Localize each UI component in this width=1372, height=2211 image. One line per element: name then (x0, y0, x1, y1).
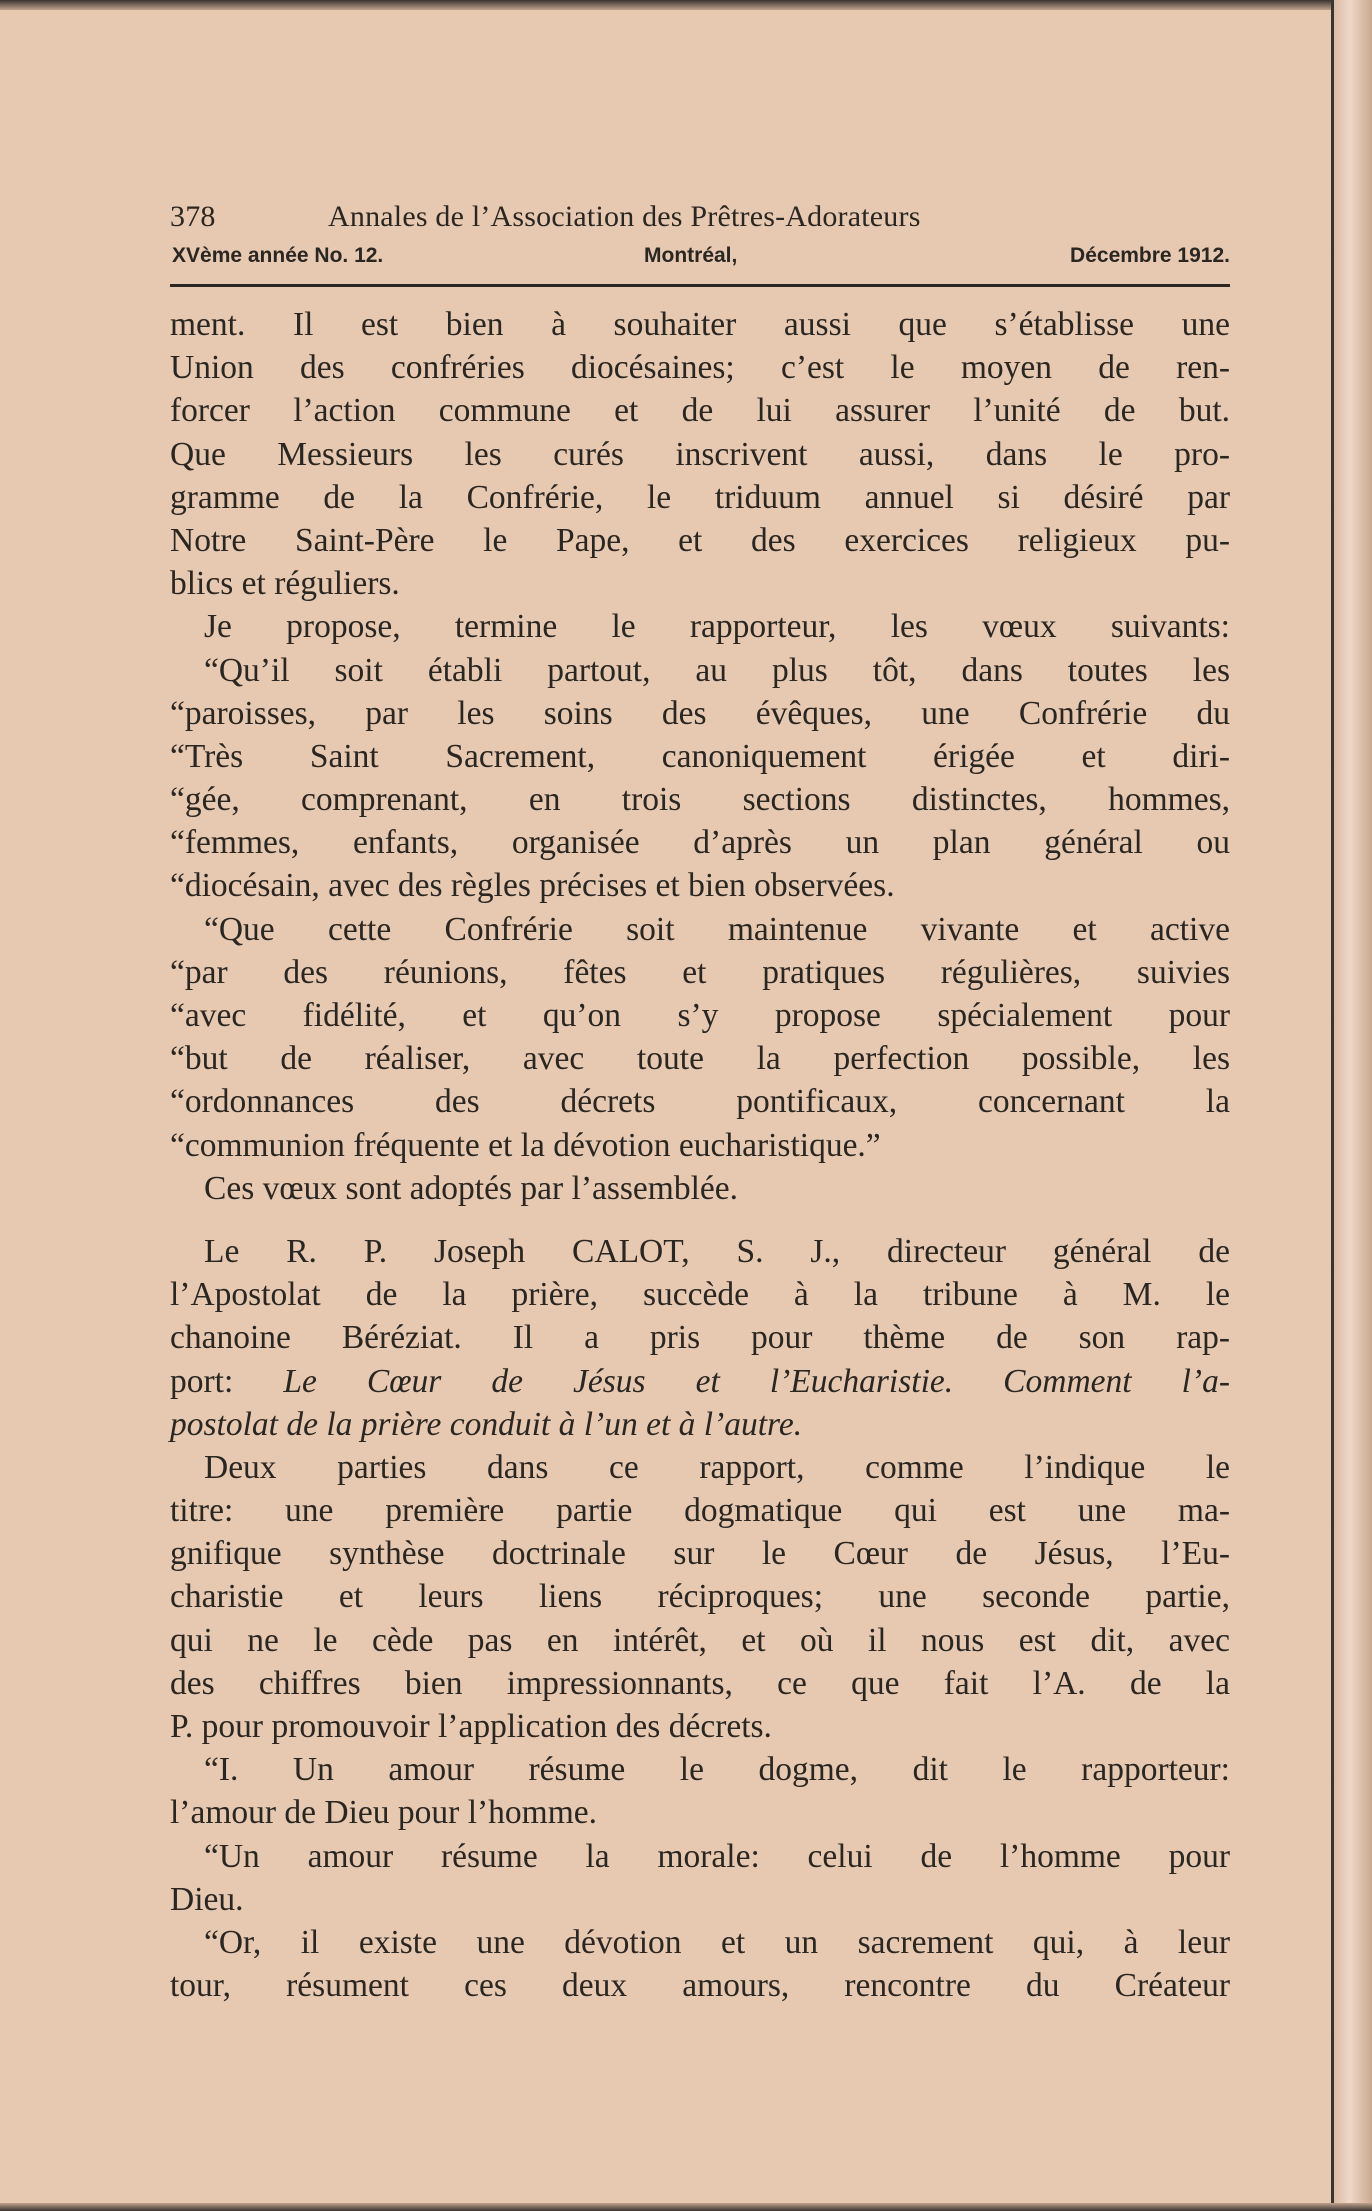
text-line-content: “ordonnances des décrets pontificaux, concernant la (170, 1083, 1230, 1121)
text-line-content: “Or, il existe une dévotion et un sacrement qui, à leur (204, 1923, 1230, 1961)
text-line-content: “but de réaliser, avec toute la perfection possible, les (170, 1040, 1230, 1078)
text-line-content: “Un amour résume la morale: celui de l’homme pour (204, 1837, 1230, 1875)
text-line-content: Union des confréries diocésaines; c’est le moyen de ren- (170, 349, 1230, 387)
text-line (170, 692, 1230, 735)
running-head (170, 200, 1230, 240)
text-line-content: l’Apostolat de la prière, succède à la tribune à M. le (170, 1276, 1230, 1314)
text-line-italic: postolat de la prière conduit à l’un et à l’autre. (170, 1405, 803, 1443)
text-line (170, 389, 1230, 432)
text-line (170, 1167, 1230, 1210)
page-right-edge (1332, 0, 1372, 2211)
text-line (170, 908, 1230, 951)
journal-title: Annales de l’Association des Prêtres-Adorateurs (328, 200, 921, 233)
text-line (170, 1080, 1230, 1123)
text-line (170, 864, 1230, 907)
text-line-content: tour, résument ces deux amours, rencontre du Créateur (170, 1967, 1230, 2005)
text-line (170, 649, 1230, 692)
date-label: Décembre 1912. (1070, 244, 1230, 267)
text-line-content: “paroisses, par les soins des évêques, une Confrérie du (170, 694, 1230, 732)
text-line (170, 1230, 1230, 1273)
text-line-content: “I. Un amour résume le dogme, dit le rapporteur: (204, 1751, 1230, 1789)
page-bottom-edge (0, 2203, 1372, 2211)
page-number: 378 (170, 200, 216, 233)
text-line (170, 1878, 1230, 1921)
text-line (170, 778, 1230, 821)
page-sheet (170, 200, 1230, 2007)
city-label: Montréal, (644, 244, 738, 267)
text-line (170, 1273, 1230, 1316)
text-line (170, 1446, 1230, 1489)
text-line (170, 951, 1230, 994)
text-line-content: “gée, comprenant, en trois sections distinctes, hommes, (170, 781, 1230, 819)
text-line (170, 735, 1230, 778)
text-line-content: Deux parties dans ce rapport, comme l’indique le (204, 1448, 1230, 1486)
text-line-content: “Très Saint Sacrement, canoniquement érigée et diri- (170, 737, 1230, 775)
text-line-content: “diocésain, avec des règles précises et bien observées. (170, 867, 895, 905)
text-line-content: “avec fidélité, et qu’on s’y propose spécialement pour (170, 997, 1230, 1034)
text-line (170, 1705, 1230, 1748)
text-line-italic: Le Cœur de Jésus et l’Eucharistie. Comment l’a- (283, 1362, 1230, 1400)
text-line-content: “Que cette Confrérie soit maintenue vivante et active (204, 910, 1230, 948)
text-line-content: “femmes, enfants, organisée d’après un plan général ou (170, 824, 1230, 862)
text-line-content: port: (170, 1362, 284, 1400)
text-line-content: P. pour promouvoir l’application des décrets. (170, 1708, 772, 1745)
text-line-content: l’amour de Dieu pour l’homme. (170, 1794, 598, 1832)
text-line (170, 433, 1230, 476)
text-line-content: des chiffres bien impressionnants, ce que fait l’A. de la (170, 1664, 1230, 1702)
text-line-content: “par des réunions, fêtes et pratiques régulières, suivies (170, 953, 1230, 991)
text-line-content: Notre Saint-Père le Pape, et des exercices religieux pu- (170, 521, 1230, 559)
text-line (170, 1037, 1230, 1080)
body-text (170, 303, 1230, 2007)
text-line-content: Je propose, termine le rapporteur, les vœux suivants: (204, 608, 1230, 646)
text-line (170, 1921, 1230, 1964)
text-line (170, 1360, 1230, 1403)
text-line-content: forcer l’action commune et de lui assurer l’unité de but. (170, 392, 1230, 430)
text-line (170, 994, 1230, 1037)
text-line (170, 1791, 1230, 1834)
text-line-content: “Qu’il soit établi partout, au plus tôt, dans toutes les (204, 651, 1230, 689)
text-line (170, 821, 1230, 864)
text-line-content: “communion fréquente et la dévotion eucharistique.” (170, 1126, 881, 1164)
text-line (170, 1489, 1230, 1532)
text-line (170, 1532, 1230, 1575)
text-line-content: gnifique synthèse doctrinale sur le Cœur de Jésus, l’Eu- (170, 1535, 1230, 1573)
text-line (170, 1662, 1230, 1705)
text-line-content: Ces vœux sont adoptés par l’assemblée. (204, 1169, 739, 1207)
text-line-content: blics et réguliers. (170, 565, 400, 603)
text-line (170, 346, 1230, 389)
text-line-content: qui ne le cède pas en intérêt, et où il nous est dit, avec (170, 1621, 1230, 1659)
page-right-shadow (1331, 0, 1334, 2211)
text-line (170, 1619, 1230, 1662)
text-line (170, 1964, 1230, 2007)
text-line (170, 1835, 1230, 1878)
text-line (170, 303, 1230, 346)
text-line (170, 1748, 1230, 1791)
text-line (170, 476, 1230, 519)
text-line (170, 1403, 1230, 1446)
text-line (170, 519, 1230, 562)
page-top-edge (0, 0, 1372, 10)
text-line (170, 1124, 1230, 1167)
text-line-content: gramme de la Confrérie, le triduum annuel si désiré par (170, 478, 1230, 516)
issue-label: XVème année No. 12. (172, 244, 384, 267)
text-line (170, 1575, 1230, 1618)
text-line (170, 1316, 1230, 1359)
text-line-content: ment. Il est bien à souhaiter aussi que s’établisse une (170, 306, 1230, 343)
text-line (170, 562, 1230, 605)
issue-line (170, 244, 1230, 280)
text-line (170, 605, 1230, 648)
header-rule (170, 284, 1230, 287)
text-line-content: chanoine Béréziat. Il a pris pour thème de son rap- (170, 1319, 1230, 1357)
text-line-content: Le R. P. Joseph CALOT, S. J., directeur général de (204, 1232, 1230, 1270)
text-line-content: Que Messieurs les curés inscrivent aussi, dans le pro- (170, 435, 1230, 473)
text-line-content: charistie et leurs liens réciproques; une seconde partie, (170, 1578, 1230, 1616)
text-line-content: titre: une première partie dogmatique qui est une ma- (170, 1492, 1230, 1530)
text-line-content: Dieu. (170, 1880, 244, 1918)
paragraph-gap (170, 1210, 1230, 1230)
